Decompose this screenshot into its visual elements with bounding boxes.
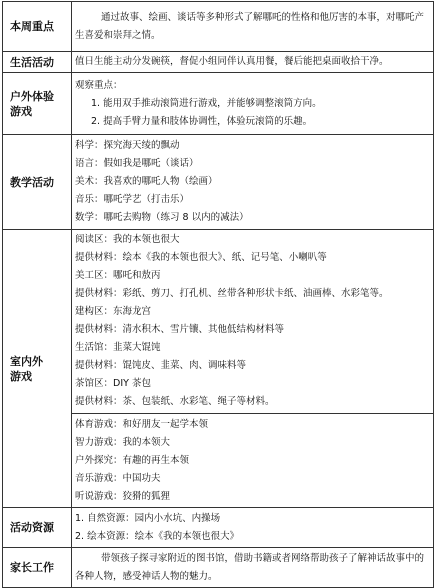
label-life: 生活活动 [3,52,72,73]
area-line: 建构区：东海龙宫 [75,306,152,317]
teaching-line: 音乐：哪吒学艺（打击乐） [75,194,190,205]
row-resources [3,508,434,548]
area-line: 阅读区：我的本领也很大 [75,234,180,245]
content-focus [72,2,434,52]
weekly-plan-table [2,1,434,588]
outdoor-line: 1. 能用双手推动滚筒进行游戏，并能够调整滚筒方向。 [91,97,322,109]
label-teaching: 教学活动 [3,135,72,230]
content-teaching [72,135,434,230]
materials-line: 提供材料：馄饨皮、韭菜、肉、调味料等 [75,360,247,371]
content-life [72,52,434,73]
materials-line: 提供材料：绘本《我的本领也很大》、纸、记号笔、小喇叭等 [75,252,327,263]
outdoor-line: 观察重点： [75,79,123,91]
resource-line: 1. 自然资源：园内小水坑、内操场 [75,512,221,524]
row-outdoor [3,73,434,135]
focus-text: 通过故事、绘画、谈话等多种形式了解哪吒的性格和他厉害的本事，对哪吒产生喜爱和崇拜之情。 [75,11,425,41]
area-line: 美工区：哪吒和敖丙 [75,270,161,281]
label-focus: 本周重点 [3,2,72,52]
row-life [3,52,434,73]
teaching-line: 美术：我喜欢的哪吒人物（绘画） [75,176,218,187]
game-line: 户外探究：有趣的再生本领 [75,455,190,466]
content-resources [72,508,434,548]
label-indoor: 室内外 游戏 [3,230,72,508]
materials-line: 提供材料：彩纸、剪刀、打孔机、丝带各种形状卡纸、油画棒、水彩笔等。 [75,288,389,299]
row-teaching [3,135,434,230]
content-outdoor [72,73,434,135]
area-line: 生活馆：韭菜大馄饨 [75,342,161,353]
row-parents [3,548,434,588]
game-line: 体育游戏：和好朋友一起学本领 [75,419,209,430]
parents-text: 带领孩子探寻家附近的图书馆，借助书籍或者网络帮助孩子了解神话故事中的各种人物，感受神话人物的魅力。 [75,552,425,582]
outdoor-line: 2. 提高手臂力量和肢体协调性，体验玩滚筒的乐趣。 [91,115,313,127]
resource-line: 2. 绘本资源：绘本《我的本领也很大》 [75,530,240,542]
materials-line: 提供材料：清水积木、雪片镶、其他低结构材料等 [75,324,285,335]
game-line: 智力游戏：我的本领大 [75,437,171,448]
label-parents: 家长工作 [3,548,72,588]
teaching-line: 科学：探究海天绫的飘动 [75,140,180,151]
game-line: 音乐游戏：中国功夫 [75,473,161,484]
content-indoor [72,230,434,508]
row-focus [3,2,434,52]
row-indoor [3,230,434,508]
teaching-line: 数学：哪吒去购物（练习 8 以内的减法） [75,212,249,223]
materials-line: 提供材料：茶、包装纸、水彩笔、绳子等材料。 [75,396,275,407]
game-line: 听说游戏：狡猾的狐狸 [75,491,171,502]
games-section [72,413,433,506]
area-line: 茶馆区：DIY 茶包 [75,378,151,389]
content-parents [72,548,434,588]
teaching-line: 语言：假如我是哪吒（谈话） [75,158,199,169]
label-resources: 活动资源 [3,508,72,548]
life-text: 值日生能主动分发碗筷，督促小组同伴认真用餐，餐后能把桌面收拾干净。 [75,56,389,67]
label-outdoor: 户外体验 游戏 [3,73,72,135]
